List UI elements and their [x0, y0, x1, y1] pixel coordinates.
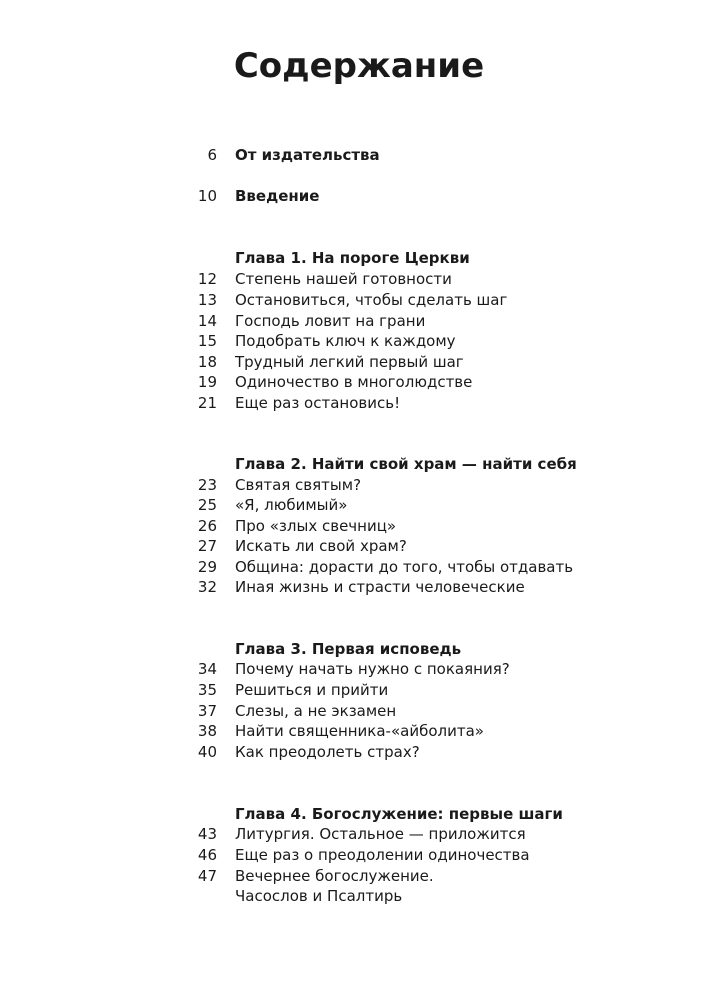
page-number: 10: [197, 187, 217, 205]
page-number: 38: [197, 722, 217, 740]
toc-entry[interactable]: [0, 659, 708, 680]
page-number: 19: [197, 373, 217, 391]
chapter-title: Глава 2. Найти свой храм — найти себя: [235, 455, 577, 473]
page-number: 15: [197, 332, 217, 350]
toc-entry[interactable]: [0, 475, 708, 496]
page-number: 29: [197, 558, 217, 576]
entry-title: Степень нашей готовности: [235, 270, 452, 288]
toc-entry[interactable]: [0, 290, 708, 311]
entry-title: Иная жизнь и страсти человеческие: [235, 578, 525, 596]
toc-entry[interactable]: [0, 824, 708, 845]
page-number: 32: [197, 578, 217, 596]
chapter-title: Глава 1. На пороге Церкви: [235, 249, 470, 267]
entry-title: Найти священника-«айболита»: [235, 722, 484, 740]
entry-title: Остановиться, чтобы сделать шаг: [235, 291, 508, 309]
page-number: 27: [197, 537, 217, 555]
page-number: 47: [197, 867, 217, 885]
entry-title: «Я, любимый»: [235, 496, 348, 514]
entry-title: Как преодолеть страх?: [235, 743, 420, 761]
toc-entry[interactable]: [0, 372, 708, 393]
entry-title: Еще раз остановись!: [235, 394, 401, 412]
page-number: 35: [197, 681, 217, 699]
entry-title: Община: дорасти до того, чтобы отдавать: [235, 558, 574, 576]
page-number: 25: [197, 496, 217, 514]
chapter-heading-2[interactable]: [0, 454, 708, 475]
entry-title: Решиться и прийти: [235, 681, 389, 699]
entry-title: Одиночество в многолюдстве: [235, 373, 473, 391]
chapter-title: Глава 3. Первая исповедь: [235, 640, 462, 658]
page-number: 26: [197, 517, 217, 535]
toc-entry[interactable]: [0, 269, 708, 290]
page-number: 6: [207, 146, 217, 164]
entry-title: Подобрать ключ к каждому: [235, 332, 456, 350]
page-number: 37: [197, 702, 217, 720]
page-number: 34: [197, 660, 217, 678]
page-number: 13: [197, 291, 217, 309]
chapter-title: Глава 4. Богослужение: первые шаги: [235, 805, 563, 823]
toc-entry-continuation[interactable]: [0, 886, 708, 907]
entry-title: Введение: [235, 187, 320, 205]
entry-title: Вечернее богослужение.: [235, 867, 434, 885]
entry-title: Еще раз о преодолении одиночества: [235, 846, 530, 864]
page-number: 14: [197, 312, 217, 330]
page-number: 12: [197, 270, 217, 288]
entry-title: Литургия. Остальное — приложится: [235, 825, 526, 843]
toc-entry[interactable]: [0, 577, 708, 598]
toc-entry[interactable]: [0, 866, 708, 887]
toc-entry[interactable]: [0, 331, 708, 352]
entry-title: Искать ли свой храм?: [235, 537, 407, 555]
toc-entry[interactable]: [0, 680, 708, 701]
page-number: 46: [197, 846, 217, 864]
toc-entry[interactable]: [0, 516, 708, 537]
toc-entry[interactable]: [0, 721, 708, 742]
page-number: 43: [197, 825, 217, 843]
toc-entry[interactable]: [0, 701, 708, 722]
entry-title: Святая святым?: [235, 476, 362, 494]
entry-title: Слезы, а не экзамен: [235, 702, 397, 720]
toc-entry[interactable]: [0, 311, 708, 332]
page-title: Содержание: [233, 46, 485, 86]
toc-entry[interactable]: [0, 393, 708, 414]
entry-title: Трудный легкий первый шаг: [235, 353, 464, 371]
page-number: 23: [197, 476, 217, 494]
entry-title: Почему начать нужно с покаяния?: [235, 660, 510, 678]
toc-entry[interactable]: [0, 495, 708, 516]
toc-entry-publisher-note[interactable]: [0, 145, 708, 166]
entry-title: Господь ловит на грани: [235, 312, 426, 330]
toc-entry[interactable]: [0, 536, 708, 557]
chapter-heading-4[interactable]: [0, 804, 708, 825]
toc-entry[interactable]: [0, 352, 708, 373]
page-number: 21: [197, 394, 217, 412]
toc-entry[interactable]: [0, 742, 708, 763]
chapter-heading-3[interactable]: [0, 639, 708, 660]
toc-entry-introduction[interactable]: [0, 186, 708, 207]
toc-entry[interactable]: [0, 845, 708, 866]
entry-title: От издательства: [235, 146, 380, 164]
chapter-heading-1[interactable]: [0, 248, 708, 269]
toc-entry[interactable]: [0, 557, 708, 578]
entry-title: Часослов и Псалтирь: [235, 887, 403, 905]
entry-title: Про «злых свечниц»: [235, 517, 397, 535]
page-number: 40: [197, 743, 217, 761]
page-number: 18: [197, 353, 217, 371]
